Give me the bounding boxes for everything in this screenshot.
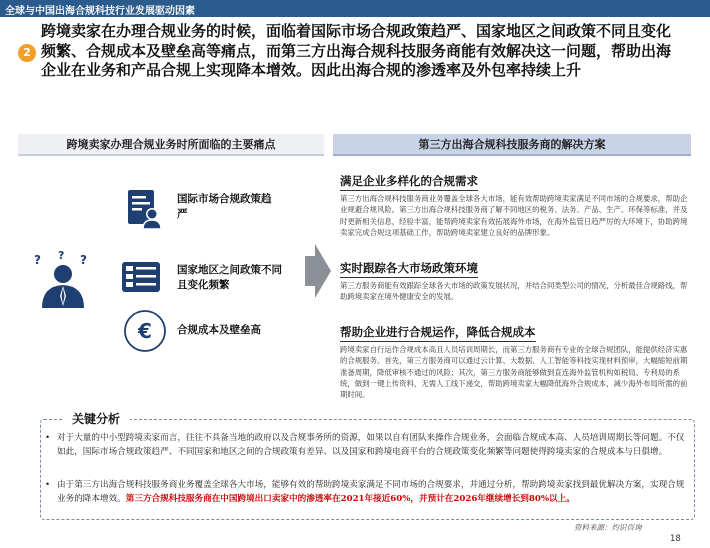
top-bar (0, 0, 710, 17)
pain-point-label-1: 国际市场合规政策趋严 (177, 193, 272, 220)
svg-text:?: ? (58, 250, 65, 262)
solution-body-3: 跨境卖家自行运作合规成本高且人员培训周期长，而第三方服务商有专业的全球合规团队，能提供经济实惠的合规服务。首先，第三方服务商可以通过云计算、大数据、人工智能等科技实现材料预审，大幅缩短前期准备周期，降低审核不通过的风险；其次，第三方服务商能够做到直连海外监管机构如税局、专利局的系统，做到一键上传资料，无需人工线下递交，帮助跨境卖家大幅降低海外合规成本，减少海外布局所需的前期时间。 (340, 345, 688, 400)
svg-text:?: ? (80, 253, 87, 267)
key-finding-2 (45, 479, 685, 506)
svg-text:?: ? (34, 253, 41, 267)
solution-title-3: 帮助企业进行合规运作，降低合规成本 (340, 324, 536, 342)
key-findings-title: 关键分析 (62, 410, 130, 427)
euro-coin-icon (122, 308, 168, 354)
svg-text:€: € (138, 319, 152, 343)
key-finding-1 (45, 432, 685, 459)
solution-body-2: 第三方服务商能有效跟踪全球各大市场的政策发展状况，并结合同类型公司的情况，分析最佳合规路线，帮助跨境卖家在境外健康安全的发展。 (340, 281, 688, 302)
pain-point-label-3: 合规成本及壁垒高 (177, 324, 261, 336)
key-finding-text: 对于大量的中小型跨境卖家而言，往往不具备当地的政府以及合规事务所的资源，如果以自有团队来操作合规业务，会面临合规成本高、人员培训周期长等问题。不仅如此，国际市场合规政策趋严、不同国家和地区之间的合规政策有差异、以及国家和跨境电商平台的合规政策变化频繁等问题使得跨境卖家的合规成本与日俱增。 (57, 433, 685, 457)
pain-point-label-2: 国家地区之间政策不同且变化频繁 (177, 264, 282, 291)
top-bar-title: 全球与中国出海合规科技行业发展驱动因素 (5, 6, 195, 17)
source-note: 资料来源：灼识咨询 (574, 523, 642, 532)
key-finding-text: 由于第三方出海合规科技服务商业务覆盖全球各大市场，能够有效的帮助跨境卖家满足不同市场的合规要求，并通过分析，帮助跨境卖家找到最优解决方案，实现合规业务的降本增效。 (57, 480, 685, 504)
pain-points-header: 跨境卖家办理合规业务时所面临的主要痛点 (18, 134, 324, 156)
bullet-icon: • (45, 433, 51, 443)
key-finding-highlight: 第三方合规科技服务商在中国跨境出口卖家中的渗透率在2021年接近60%，并预计在2026年继续增长到80%以上。 (125, 493, 575, 504)
bullet-icon: • (45, 480, 51, 490)
page-number: 18 (670, 534, 681, 544)
number-badge: 2 (18, 44, 36, 62)
solutions-header: 第三方出海合规科技服务商的解决方案 (333, 134, 691, 156)
solution-body-1: 第三方出海合规科技服务商业务覆盖全球各大市场，能有效帮助跨境卖家满足不同市场的合规要求，帮助企业规避合规风险。第三方出海合规科技服务商了解不同地区的税务、法务、产品、生产、环保等标准，并及时更新相关信息，经验丰富，能帮跨境卖家有效拓展海外市场，在海外监管日趋严厉的大环境下，协助跨境卖家完成合规这项基础工作，帮助跨境卖家建立良好的品牌形象。 (340, 194, 688, 237)
policy-list-icon (121, 260, 161, 294)
confused-person-icon (32, 250, 94, 310)
solution-title-2: 实时跟踪各大市场政策环境 (340, 260, 478, 278)
solution-title-1: 满足企业多样化的合规需求 (340, 173, 478, 191)
document-person-icon (120, 188, 164, 230)
headline: 跨境卖家在办理合规业务的时候，面临着国际市场合规政策趋严、国家地区之间政策不同且变化频繁、合规成本及壁垒高等痛点，而第三方出海合规科技服务商能有效解决这一问题，帮助出海企业在业务和产品合规上实现降本增效。因此出海合规的渗透率及外包率持续上升 (41, 22, 672, 79)
right-arrow-icon (305, 244, 331, 298)
